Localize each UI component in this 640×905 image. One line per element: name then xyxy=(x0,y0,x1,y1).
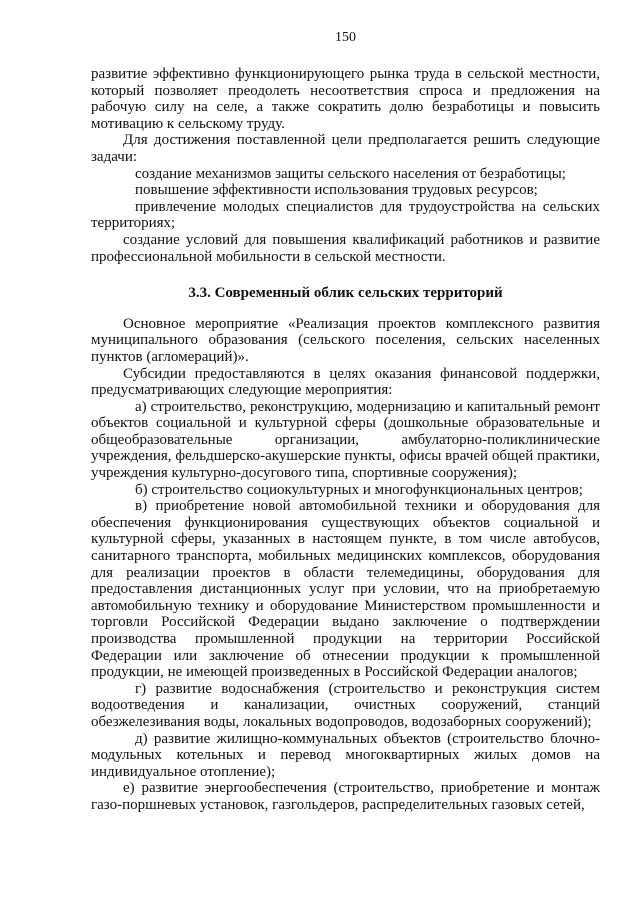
list-item: а) строительство, реконструкцию, модернизацию и капитальный ремонт объектов социальной и культурной сферы (дошкольные образовательные и общеобразовательные организации, амбулаторно-поликлинические учреждения, фельдшерско-акушерские пункты, офисы врачей общей практики, учреждения культурно-досугового типа, спортивные сооружения); xyxy=(91,398,600,482)
task-item: создание условий для повышения квалификаций работников и развитие профессиональной мобильности в сельской местности. xyxy=(91,231,600,265)
paragraph: Субсидии предоставляются в целях оказания финансовой поддержки, предусматривающих следующие мероприятия: xyxy=(91,365,600,399)
paragraph: Для достижения поставленной цели предполагается решить следующие задачи: xyxy=(91,132,600,165)
task-item: привлечение молодых специалистов для трудоустройства на сельских территориях; xyxy=(91,198,600,232)
list-item: в) приобретение новой автомобильной техники и оборудования для обеспечения функционирования существующих объектов социальной и культурной сферы, указанных в настоящем пункте, в том числе автобусов, санитарного транспорта, мобильных медицинских комплексов, оборудования для реализации проектов в области телемедицины, оборудования для предоставления дистанционных услуг при условии, что на приобретаемую автомобильную технику и оборудование Министерством промышленности и торговли Российской Федерации выдано заключение о подтверждении производства промышленной продукции на территории Российской Федерации или заключение об отнесении продукции к промышленной продукции, не имеющей произведенных в Российской Федерации аналогов; xyxy=(91,498,600,681)
list-item: б) строительство социокультурных и многофункциональных центров; xyxy=(135,481,583,498)
task-item: повышение эффективности использования трудовых ресурсов; xyxy=(135,182,538,199)
paragraph: развитие эффективно функционирующего рынка труда в сельской местности, который позволяет преодолеть несоответствия спроса и предложения на рабочую силу на селе, а также сократить долю безработицы и повысить мотивацию к сельскому труду. xyxy=(91,66,600,132)
section-heading: 3.3. Современный облик сельских территорий xyxy=(188,285,503,302)
page-number: 150 xyxy=(335,30,356,45)
task-item: создание механизмов защиты сельского населения от безработицы; xyxy=(135,165,566,182)
list-item: д) развитие жилищно-коммунальных объектов (строительство блочно-модульных котельных и перевод многоквартирных жилых домов на индивидуальное отопление); xyxy=(91,730,600,780)
list-item: е) развитие энергообеспечения (строительство, приобретение и монтаж газо-поршневых установок, газгольдеров, распределительных газовых сетей, xyxy=(91,780,600,813)
paragraph: Основное мероприятие «Реализация проектов комплексного развития муниципального образования (сельского поселения, сельских населенных пунктов (агломераций)». xyxy=(91,315,600,365)
list-item: г) развитие водоснабжения (строительство и реконструкция систем водоотведения и канализации, очистных сооружений, станций обезжелезивания воды, локальных водопроводов, водозаборных сооружений); xyxy=(91,680,600,730)
